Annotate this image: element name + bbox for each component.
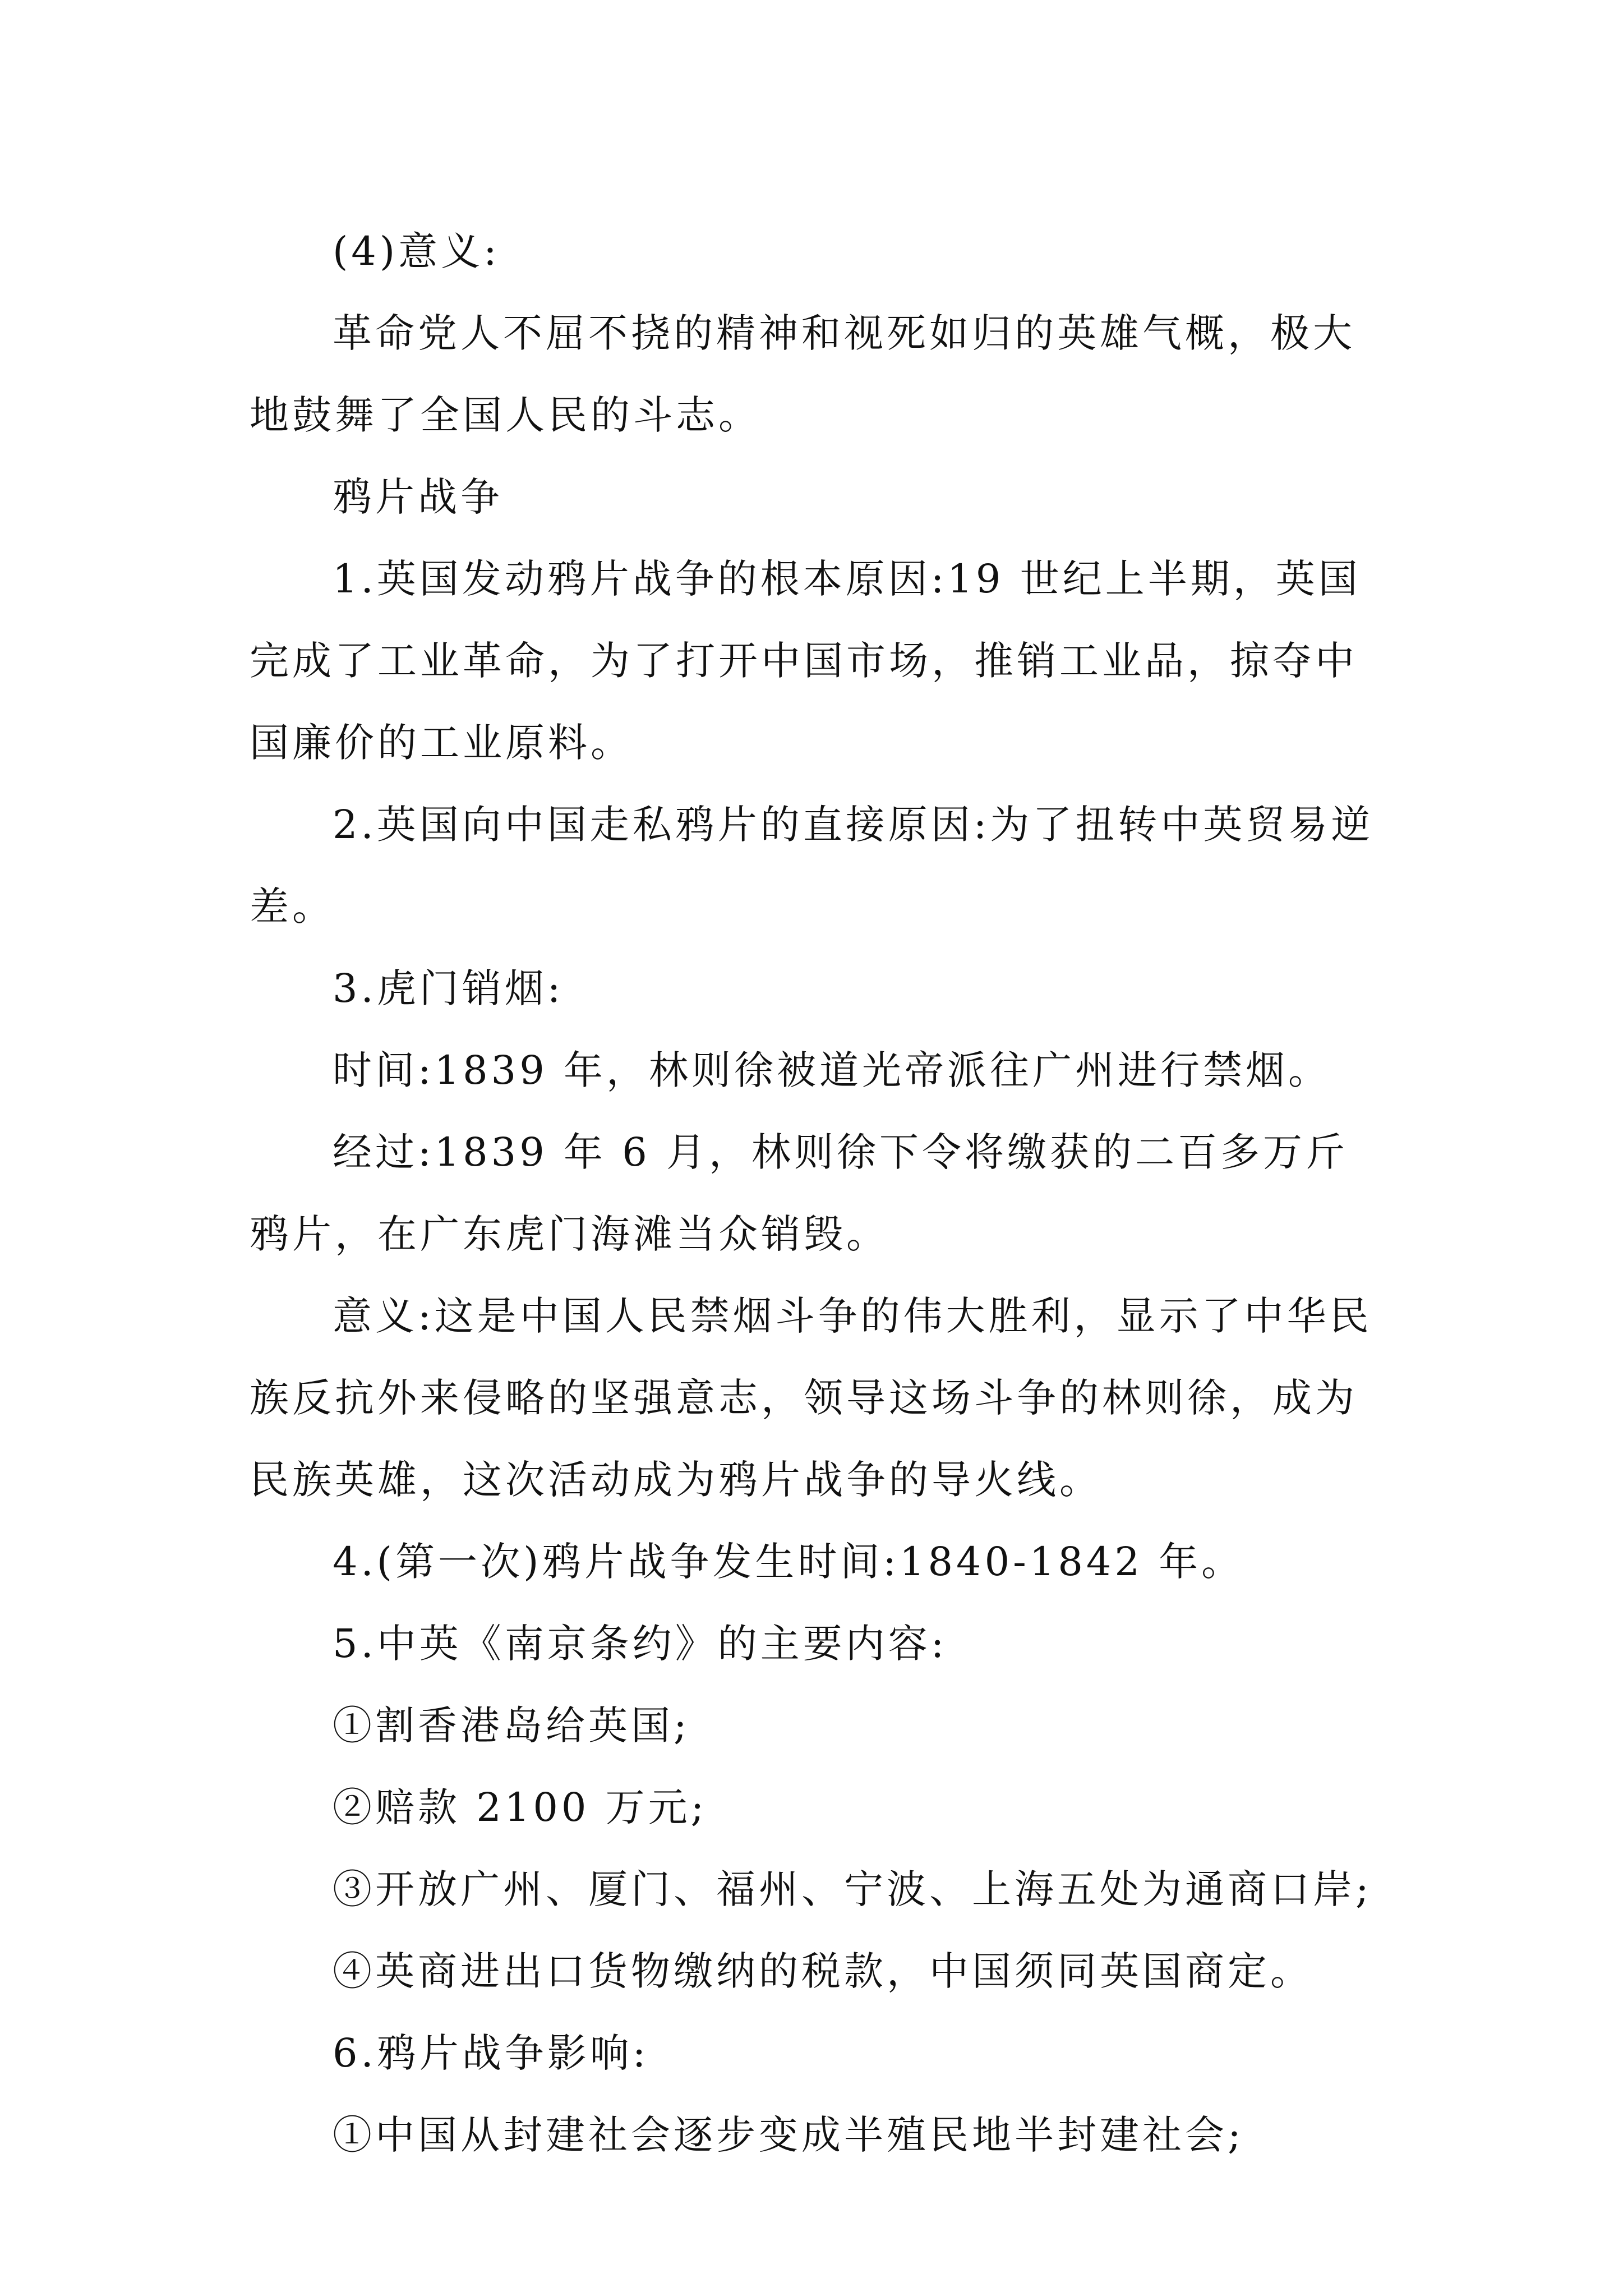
impact-heading: 6.鸦片战争影响: (333, 2030, 649, 2076)
impact-item-1: ①中国从封建社会逐步变成半殖民地半封建社会; (333, 2112, 1244, 2158)
treaty-item-2: ②赔款 2100 万元; (333, 1784, 708, 1830)
meaning-heading: (4)意义: (333, 228, 500, 274)
treaty-heading: 5.中英《南京条约》的主要内容: (333, 1621, 948, 1667)
war-time-paragraph: 4.(第一次)鸦片战争发生时间:1840-1842 年。 (333, 1539, 1244, 1585)
significance-paragraph: 意义:这是中国人民禁烟斗争的伟大胜利，显示了中华民族反抗外来侵略的坚强意志，领导这场斗争的林则徐，成为民族英雄，这次活动成为鸦片战争的导火线。 (250, 1293, 1372, 1503)
direct-cause-paragraph: 2.英国向中国走私鸦片的直接原因:为了扭转中英贸易逆差。 (250, 802, 1374, 930)
section-title: 鸦片战争 (333, 474, 503, 520)
treaty-item-1: ①割香港岛给英国; (333, 1703, 690, 1749)
root-cause-paragraph: 1.英国发动鸦片战争的根本原因:19 世纪上半期，英国完成了工业革命，为了打开中国市场，推销工业品，掠夺中国廉价的工业原料。 (250, 556, 1361, 766)
meaning-body: 革命党人不屈不挠的精神和视死如归的英雄气概，极大地鼓舞了全国人民的斗志。 (250, 310, 1355, 438)
document-body (250, 210, 1388, 2176)
time-paragraph: 时间:1839 年，林则徐被道光帝派往广州进行禁烟。 (333, 1047, 1331, 1093)
treaty-item-4: ④英商进出口货物缴纳的税款，中国须同英国商定。 (333, 1948, 1313, 1994)
treaty-item-3: ③开放广州、厦门、福州、宁波、上海五处为通商口岸; (333, 1866, 1372, 1912)
process-paragraph: 经过:1839 年 6 月，林则徐下令将缴获的二百多万斤鸦片，在广东虎门海滩当众销毁。 (250, 1129, 1349, 1257)
humen-heading: 3.虎门销烟: (333, 965, 564, 1011)
